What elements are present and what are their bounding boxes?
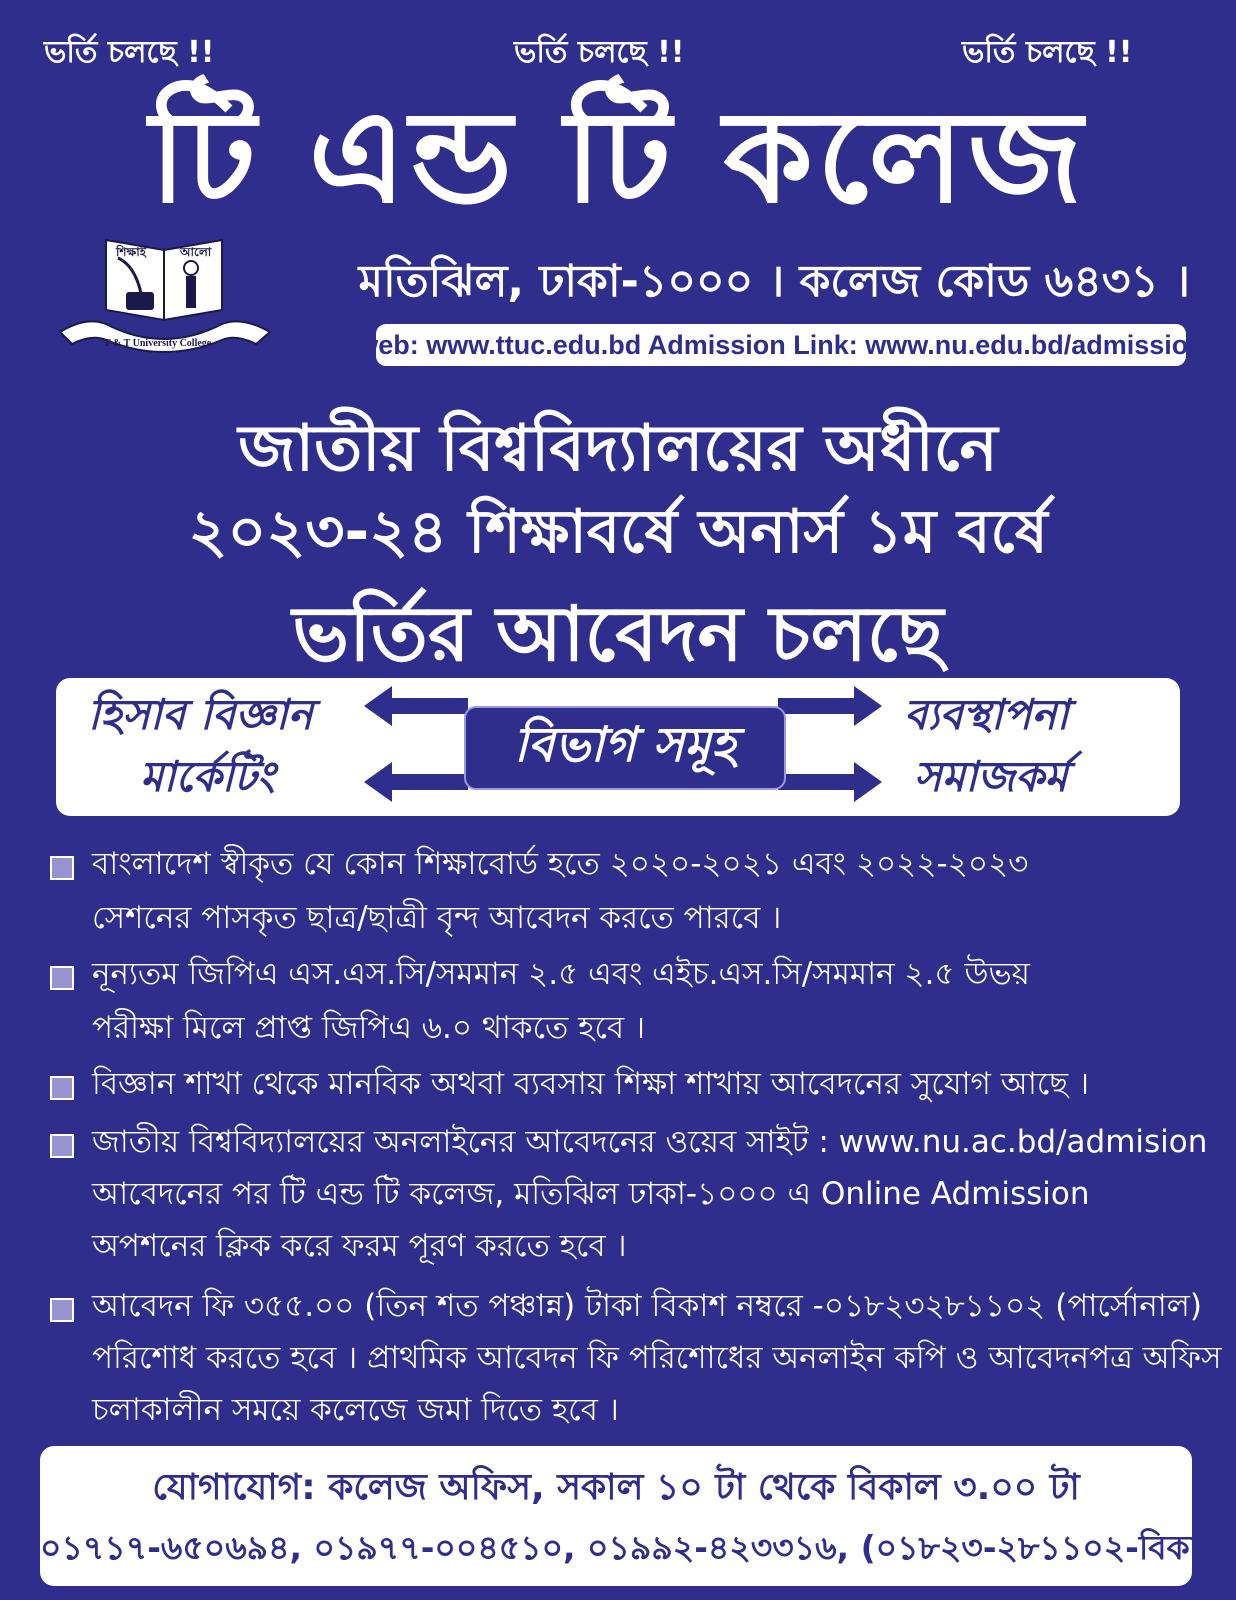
bullet-square-icon (50, 1298, 74, 1322)
bullet-item-eligibility-session (48, 842, 1198, 936)
admission-ongoing-note-left: ভর্তি চলছে !! (44, 35, 215, 70)
bullet-text-line: জাতীয় বিশ্ববিদ্যালয়ের অনলাইনের আবেদনের ওয়েব সাইট : www.nu.ac.bd/admision (92, 1124, 1208, 1160)
bullet-text-line: বাংলাদেশ স্বীকৃত যে কোন শিক্ষাবোর্ড হতে ২০২০-২০২১ এবং ২০২২-২০২৩ (92, 846, 1029, 882)
arrows-right-icon (770, 682, 890, 812)
college-address: মতিঝিল, ঢাকা-১০০০ । কলেজ কোড ৬৪৩১ । (358, 256, 1190, 307)
logo-ribbon-text: T & T University College (104, 338, 212, 349)
bullet-item-gpa-requirement (48, 952, 1198, 1046)
contact-phone-numbers: ০১৭১৭-৬৫০৬৯৪, ০১৯৭৭-০০৪৫১০, ০১৯৯২-৪২৩৩১৬, (০১৮২৩-২৮১১০২-বিকাশ) (40, 1528, 1234, 1567)
department-marketing: মার্কেটিং (140, 752, 275, 801)
bullet-item-branch-change (48, 1062, 1198, 1106)
bullet-text-line: বিজ্ঞান শাখা থেকে মানবিক অথবা ব্যবসায় শিক্ষা শাখায় আবেদনের সুযোগ আছে । (92, 1066, 1090, 1102)
headline-admission-ongoing: ভর্তির আবেদন চলছে (292, 589, 944, 678)
departments-panel (56, 678, 1180, 816)
bullet-square-icon (50, 1134, 74, 1158)
bullet-square-icon (50, 966, 74, 990)
bullet-text-line: অপশনের ক্লিক করে ফরম পূরণ করতে হবে । (92, 1228, 627, 1264)
bullet-text-line: পরিশোধ করতে হবে । প্রাথমিক আবেদন ফি পরিশোধের অনলাইন কপি ও আবেদনপত্র অফিস (92, 1340, 1222, 1376)
bullet-text-line: চলাকালীন সময়ে কলেজে জমা দিতে হবে । (92, 1392, 619, 1428)
bullet-text-line: নূন্যতম জিপিএ এস.এস.সি/সমমান ২.৫ এবং এইচ.এস.সি/সমমান ২.৫ উভয় (92, 956, 1030, 992)
logo-motto-right: আলো (180, 245, 212, 259)
department-social-work: সমাজকর্ম (914, 752, 1068, 801)
headline-university: জাতীয় বিশ্ববিদ্যালয়ের অধীনে (238, 412, 998, 486)
college-name-title: টি এন্ড টি কলেজ (149, 83, 1087, 232)
arrows-left-icon (356, 682, 476, 812)
contact-panel (40, 1446, 1234, 1586)
headline-session: ২০২৩-২৪ শিক্ষাবর্ষে অনার্স ১ম বর্ষে (188, 497, 1048, 567)
web-admission-link[interactable]: web: www.ttuc.edu.bd Admission Link: www.nu.edu.bd/admission (376, 324, 1186, 366)
bullet-text-line: আবেদনের পর টি এন্ড টি কলেজ, মতিঝিল ঢাকা-১০০০ এ Online Admission (92, 1176, 1090, 1212)
bullet-text-line: আবেদন ফি ৩৫৫.০০ (তিন শত পঞ্চান্ন) টাকা বিকাশ নম্বরে -০১৮২৩২৮১১০২ (পার্সোনাল) (92, 1288, 1202, 1324)
departments-heading: বিভাগ সমূহ (464, 706, 786, 790)
admission-ongoing-note-right: ভর্তি চলছে !! (962, 35, 1133, 70)
department-accounting: হিসাব বিজ্ঞান (88, 690, 313, 739)
bullet-item-application-fee (48, 1284, 1222, 1434)
college-logo (56, 232, 276, 362)
admission-ongoing-note-center: ভর্তি চলছে !! (514, 35, 685, 70)
contact-office-hours: যোগাযোগ: কলেজ অফিস, সকাল ১০ টা থেকে বিকাল ৩.০০ টা (152, 1467, 1080, 1508)
bullet-text-line: সেশনের পাসকৃত ছাত্র/ছাত্রী বৃন্দ আবেদন করতে পারবে । (92, 900, 782, 936)
bullet-text-line: পরীক্ষা মিলে প্রাপ্ত জিপিএ ৬.০ থাকতে হবে । (92, 1010, 646, 1046)
bullet-item-online-application (48, 1120, 1208, 1270)
department-management: ব্যবস্থাপনা (904, 690, 1069, 739)
bullet-square-icon (50, 1076, 74, 1100)
logo-motto-left: শিক্ষাই (116, 245, 146, 259)
bullet-square-icon (50, 856, 74, 880)
